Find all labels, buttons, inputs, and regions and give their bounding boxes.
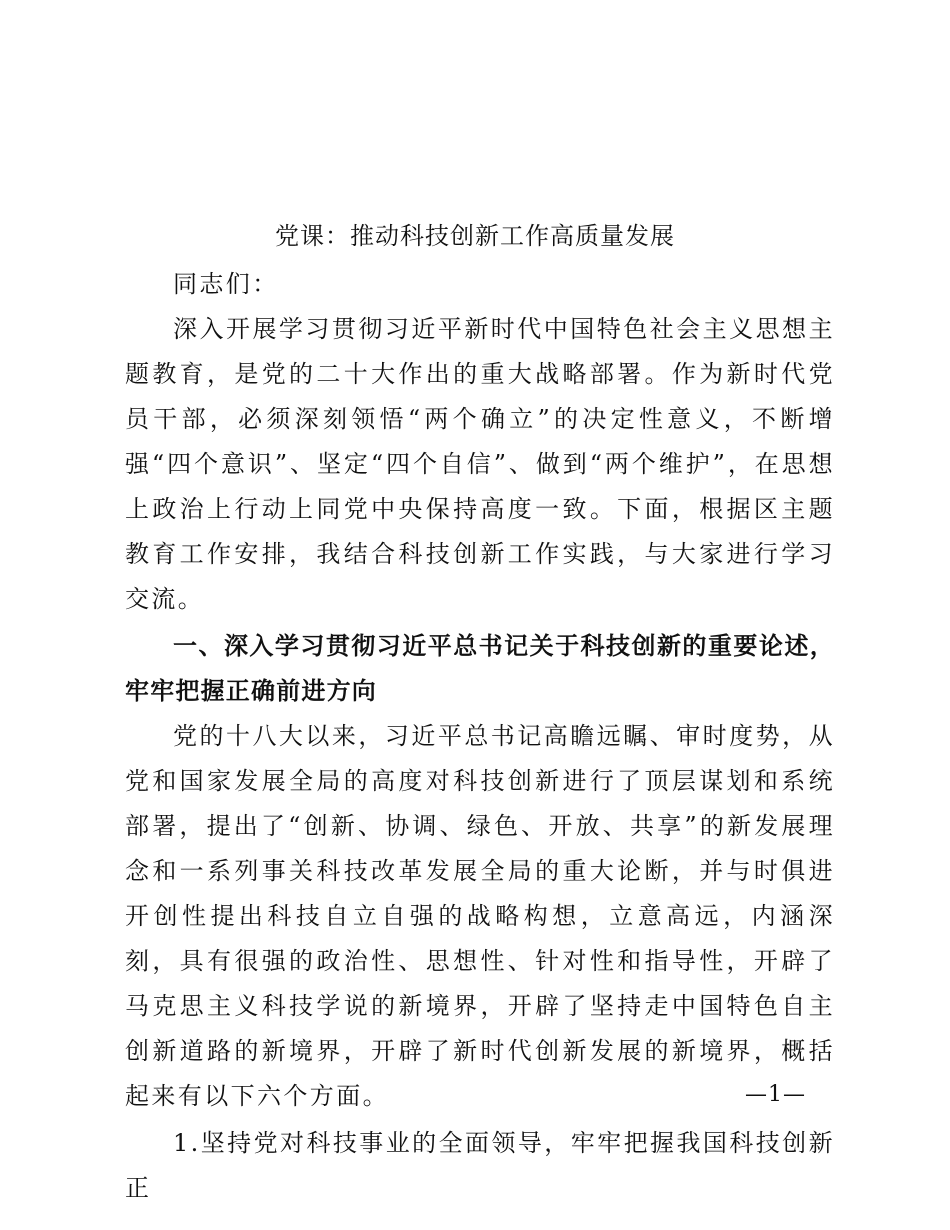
section-heading-1: 一、深入学习贯彻习近平总书记关于科技创新的重要论述，牢牢把握正确前进方向	[125, 632, 835, 705]
list-item-1: 1.坚持党对科技事业的全面领导，牢牢把握我国科技创新正	[125, 1129, 835, 1202]
document-body	[125, 262, 835, 1211]
greeting: 同志们：	[173, 270, 279, 298]
document-title: 党课：推动科技创新工作高质量发展	[275, 222, 675, 250]
intro-paragraph: 深入开展学习贯彻习近平新时代中国特色社会主义思想主题教育，是党的二十大作出的重大战略部署。作为新时代党员干部，必须深刻领悟“两个确立”的决定性意义，不断增强“四个意识”、坚定“四个自信”、做到“两个维护”，在思想上政治上行动上同党中央保持高度一致。下面，根据区主题教育工作安排，我结合科技创新工作实践，与大家进行学习交流。	[125, 315, 835, 613]
page-number: —1—	[745, 1082, 806, 1107]
section-1-paragraph: 党的十八大以来，习近平总书记高瞻远瞩、审时度势，从党和国家发展全局的高度对科技创新进行了顶层谋划和系统部署，提出了“创新、协调、绿色、开放、共享”的新发展理念和一系列事关科技改革发展全局的重大论断，并与时俱进开创性提出科技自立自强的战略构想，立意高远，内涵深刻，具有很强的政治性、思想性、针对性和指导性，开辟了马克思主义科技学说的新境界，开辟了坚持走中国特色自主创新道路的新境界，开辟了新时代创新发展的新境界，概括起来有以下六个方面。	[125, 722, 835, 1110]
